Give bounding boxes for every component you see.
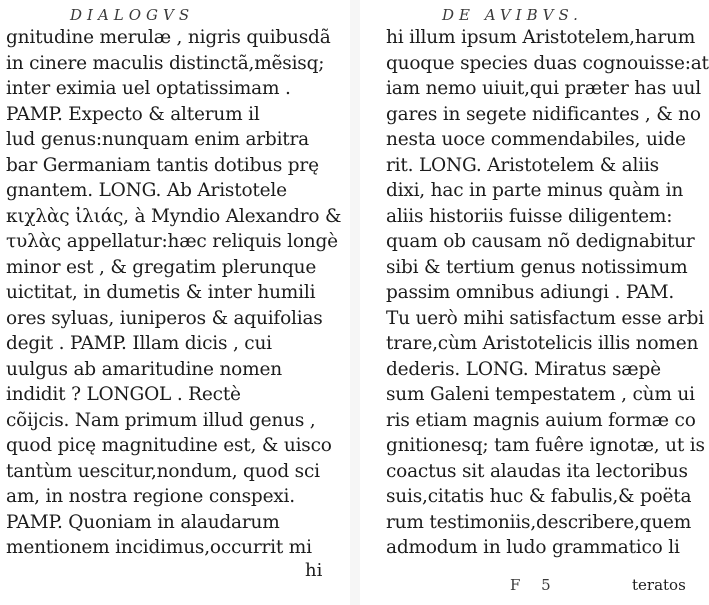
text-line: sibi & tertium genus notissimum	[386, 256, 688, 278]
text-line: sum Galeni tempestatem , cùm ui	[386, 384, 695, 405]
text-line: inter eximia uel optatissimam .	[6, 78, 291, 99]
right-page	[360, 0, 709, 605]
text-line: gnantem. LONG. Ab Aristotele	[6, 180, 287, 201]
text-line: dederis. LONG. Miratus sæpè	[386, 358, 661, 380]
text-line: admodum in ludo grammatico li	[386, 537, 680, 558]
text-line: iam nemo uiuit,qui præter has uul	[386, 78, 701, 99]
text-line: rit. LONG. Aristotelem & aliis	[386, 154, 659, 176]
text-line: τυλὰς appellatur:hæc reliquis longè	[6, 231, 338, 252]
text-line: PAMP. Expecto & alterum il	[6, 103, 260, 125]
text-line: hi illum ipsum Aristotelem,harum	[386, 27, 696, 48]
text-line: rum testimoniis,describere,quem	[386, 511, 692, 533]
text-line: indidit ? LONGOL . Rectè	[6, 384, 241, 405]
text-line: cõijcis. Nam primum illud genus ,	[6, 409, 316, 431]
text-line: lud genus:nunquam enim arbitra	[6, 129, 309, 150]
text-line: passim omnibus adiungi . PAM.	[386, 282, 674, 303]
text-line: in cinere maculis distinctã,mẽsisq;	[6, 52, 325, 74]
text-line: quoque species duas cognouisse:at	[386, 52, 709, 74]
text-line: ris etiam magnis auium formæ co	[386, 409, 696, 431]
text-line: PAMP. Quoniam in alaudarum	[6, 511, 280, 533]
text-line: gnitionesq; tam fuêre ignotæ, ut is	[386, 435, 705, 456]
right-catchword: teratos	[632, 576, 686, 594]
text-line: uulgus ab amaritudine nomen	[6, 358, 282, 380]
text-line: gnitudine merulæ , nigris quibusdã	[6, 27, 331, 48]
text-line: minor est , & gregatim plerunque	[6, 256, 317, 278]
left-catchword: hi	[305, 560, 323, 581]
text-line: quam ob causam nõ dedignabitur	[386, 231, 695, 252]
text-line: bar Germaniam tantis dotibus prę	[6, 154, 319, 176]
text-line: trare,cùm Aristotelicis illis nomen	[386, 333, 699, 354]
text-line: dixi, hac in parte minus quàm in	[386, 180, 684, 201]
left-page	[0, 0, 350, 605]
text-line: suis,citatis huc & fabulis,& poëta	[386, 486, 692, 507]
text-line: tantùm uescitur,nondum, quod sci	[6, 460, 320, 482]
text-line: Tu uerò mihi satisfactum esse arbi	[386, 307, 705, 329]
text-line: uictitat, in dumetis & inter humili	[6, 282, 316, 303]
book-gutter	[350, 0, 360, 605]
right-running-head: DE AVIBVS.	[442, 6, 583, 24]
text-line: mentionem incidimus,occurrit mi	[6, 537, 312, 558]
text-line: nesta uoce commendabiles, uide	[386, 129, 686, 150]
left-running-head: DIALOGVS	[70, 6, 195, 24]
text-line: coactus sit alaudas ita lectoribus	[386, 460, 688, 482]
left-text-block	[6, 25, 341, 561]
text-line: ores syluas, iuniperos & aquifolias	[6, 307, 323, 329]
text-line: gares in segete nidificantes , & no	[386, 103, 701, 125]
text-line: κιχλὰς ἰλιάς, à Myndio Alexandro &	[6, 205, 342, 227]
text-line: am, in nostra regione conspexi.	[6, 486, 295, 507]
signature-mark: F 5	[510, 576, 559, 594]
right-text-block	[386, 25, 709, 561]
text-line: aliis historiis fuisse diligentem:	[386, 205, 673, 227]
text-line: quod picę magnitudine est, & uisco	[6, 435, 332, 456]
text-line: degit . PAMP. Illam dicis , cui	[6, 333, 272, 354]
